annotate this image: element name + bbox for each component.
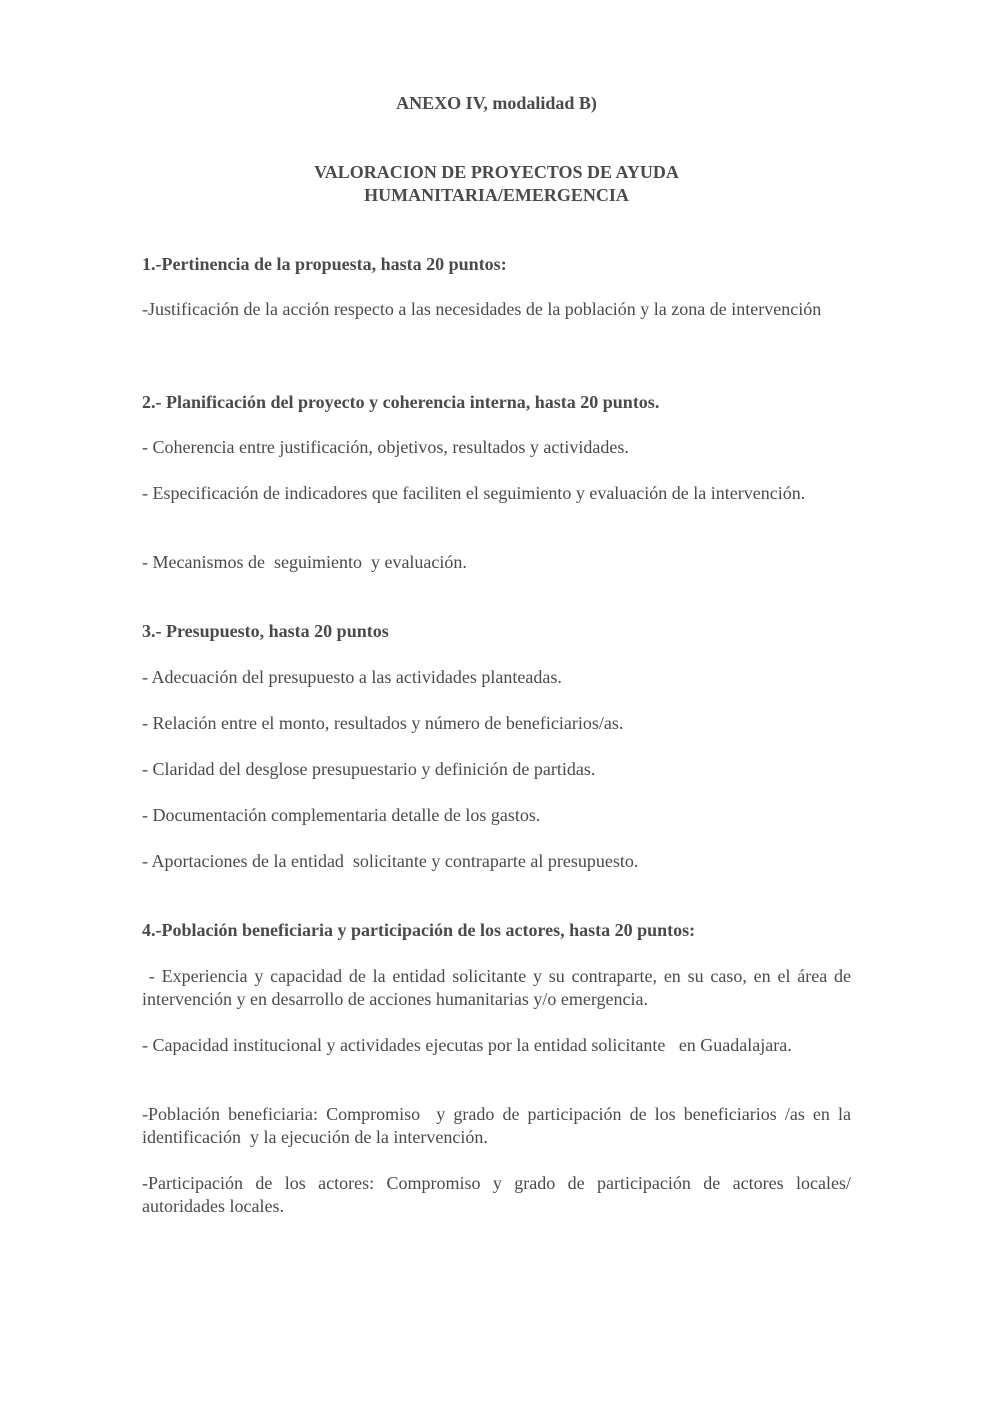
document-title [142,161,851,207]
criterion-text: - Coherencia entre justificación, objetivos, resultados y actividades. [142,437,629,457]
document-title-line-2: HUMANITARIA/EMERGENCIA [364,185,629,205]
criterion-text: -Población beneficiaria: Compromiso y grado de participación de los beneficiarios /as en la identificación y la ejecución de la intervención. [142,1104,856,1147]
section-2 [142,391,851,414]
section-3 [142,620,851,643]
section-1-item-1 [142,298,851,321]
section-4-item-1 [142,965,856,1011]
section-2-item-3 [142,551,851,574]
criterion-text: - Experiencia y capacidad de la entidad solicitante y su contraparte, en su caso, en el área de intervención y en desarrollo de acciones humanitarias y/o emergencia. [142,966,856,1009]
annex-title: ANEXO IV, modalidad B) [396,93,597,113]
section-4 [142,919,851,942]
section-3-item-3 [142,758,851,781]
section-2-item-2 [142,482,851,505]
section-3-item-5 [142,850,851,873]
section-3-item-4 [142,804,851,827]
section-4-item-2 [142,1034,851,1057]
criterion-text: - Especificación de indicadores que faciliten el seguimiento y evaluación de la intervención. [142,483,806,503]
criterion-text: - Mecanismos de seguimiento y evaluación. [142,552,467,572]
criterion-text: - Adecuación del presupuesto a las actividades planteadas. [142,667,562,687]
section-4-item-4 [142,1172,856,1218]
section-3-item-2 [142,712,851,735]
criterion-text: -Participación de los actores: Compromiso y grado de participación de actores locales/ autoridades locales. [142,1173,856,1216]
document-page [142,0,856,1403]
section-3-item-1 [142,666,851,689]
section-1 [142,253,851,276]
document-title-line-1: VALORACION DE PROYECTOS DE AYUDA [314,162,679,182]
criterion-text: - Relación entre el monto, resultados y número de beneficiarios/as. [142,713,624,733]
criterion-text: -Justificación de la acción respecto a las necesidades de la población y la zona de intervención [142,299,822,319]
section-2-item-1 [142,436,851,459]
section-2-heading: 2.- Planificación del proyecto y coherencia interna, hasta 20 puntos. [142,392,660,412]
criterion-text: - Capacidad institucional y actividades ejecutas por la entidad solicitante en Guadalajara. [142,1035,792,1055]
section-1-heading: 1.-Pertinencia de la propuesta, hasta 20 puntos: [142,254,507,274]
section-3-heading: 3.- Presupuesto, hasta 20 puntos [142,621,389,641]
section-4-heading: 4.-Población beneficiaria y participación de los actores, hasta 20 puntos: [142,920,696,940]
criterion-text: - Claridad del desglose presupuestario y definición de partidas. [142,759,596,779]
criterion-text: - Aportaciones de la entidad solicitante y contraparte al presupuesto. [142,851,639,871]
section-4-item-3 [142,1103,856,1149]
criterion-text: - Documentación complementaria detalle de los gastos. [142,805,541,825]
